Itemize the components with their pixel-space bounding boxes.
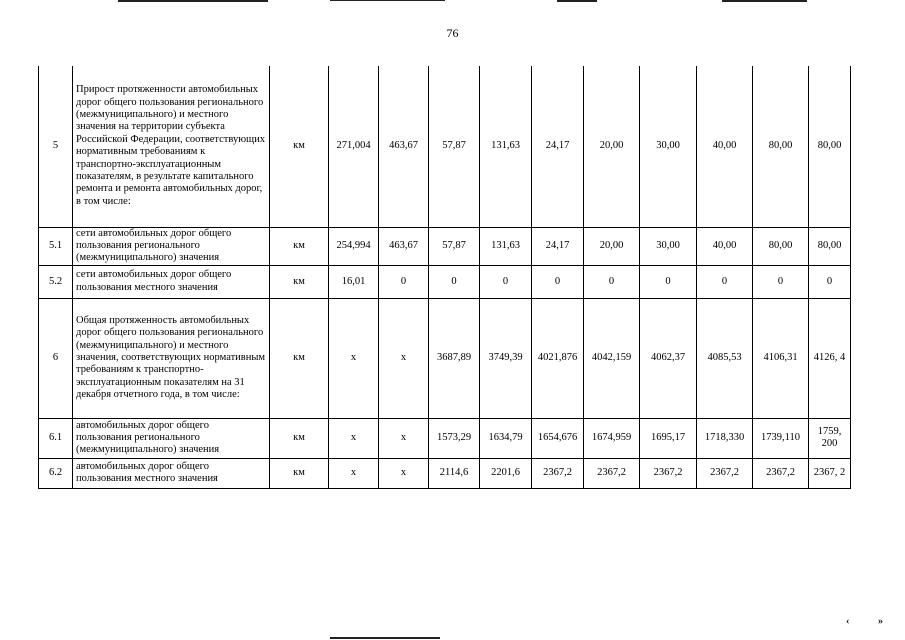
value-cell: 1759, 200 (809, 418, 851, 458)
value-cell: 1718,330 (697, 418, 753, 458)
value-cell: 1739,110 (753, 418, 809, 458)
value-cell: 16,01 (329, 265, 379, 298)
table-row (39, 298, 851, 418)
value-cell: 254,994 (329, 227, 379, 265)
scan-artifact-line (722, 0, 807, 2)
value-cell: 2367,2 (640, 458, 697, 488)
value-cell: 80,00 (753, 227, 809, 265)
row-number-cell: 6.2 (39, 458, 73, 488)
value-cell: 463,67 (379, 227, 429, 265)
value-cell: 2201,6 (480, 458, 532, 488)
table-row (39, 227, 851, 265)
value-cell: 80,00 (809, 227, 851, 265)
value-cell: 2367,2 (532, 458, 584, 488)
scan-artifact-line (330, 0, 445, 1)
value-cell: 4062,37 (640, 298, 697, 418)
value-cell: 2114,6 (429, 458, 480, 488)
value-cell: 57,87 (429, 66, 480, 227)
value-cell: 2367,2 (753, 458, 809, 488)
indicator-description-cell: Прирост протяженности автомобильных дорог общего пользования регионального (межмуниципального) и местного значения на территории субъекта Российской Федерации, соответствующих нормативным требованиям к транспортно-эксплуатационным показателям, в результате капитального ремонта и ремонта автомобильных дорог, в том числе: (73, 66, 270, 227)
scan-artifact-line (557, 0, 597, 2)
scan-artifact-mark: » (878, 616, 883, 627)
value-cell: 0 (379, 265, 429, 298)
indicator-description-cell: Общая протяженность автомобильных дорог общего пользования регионального (межмуниципального) и местного значения, соответствующих нормативным требованиям к транспортно-эксплуатационным показателям на 31 декабря отчетного года, в том числе: (73, 298, 270, 418)
value-cell: 0 (532, 265, 584, 298)
value-cell: 30,00 (640, 66, 697, 227)
value-cell: 4085,53 (697, 298, 753, 418)
value-cell: 463,67 (379, 66, 429, 227)
unit-cell: км (270, 418, 329, 458)
value-cell: 3749,39 (480, 298, 532, 418)
value-cell: 1634,79 (480, 418, 532, 458)
row-number-cell: 6 (39, 298, 73, 418)
value-cell: 3687,89 (429, 298, 480, 418)
table-row (39, 458, 851, 488)
value-cell: 20,00 (584, 227, 640, 265)
indicator-description-cell: автомобильных дорог общего пользования местного значения (73, 458, 270, 488)
row-number-cell: 6.1 (39, 418, 73, 458)
value-cell: 0 (480, 265, 532, 298)
value-cell: x (329, 418, 379, 458)
value-cell: 80,00 (809, 66, 851, 227)
value-cell: 0 (697, 265, 753, 298)
value-cell: 80,00 (753, 66, 809, 227)
unit-cell: км (270, 66, 329, 227)
value-cell: 131,63 (480, 66, 532, 227)
indicator-description-cell: сети автомобильных дорог общего пользования регионального (межмуниципального) значения (73, 227, 270, 265)
value-cell: 30,00 (640, 227, 697, 265)
scan-artifact-line (330, 637, 440, 639)
value-cell: 1695,17 (640, 418, 697, 458)
value-cell: 2367, 2 (809, 458, 851, 488)
indicator-description-cell: автомобильных дорог общего пользования регионального (межмуниципального) значения (73, 418, 270, 458)
value-cell: 131,63 (480, 227, 532, 265)
value-cell: 20,00 (584, 66, 640, 227)
table-row (39, 265, 851, 298)
unit-cell: км (270, 298, 329, 418)
value-cell: 4126, 4 (809, 298, 851, 418)
value-cell: x (379, 418, 429, 458)
value-cell: x (379, 458, 429, 488)
indicator-description-cell: сети автомобильных дорог общего пользования местного значения (73, 265, 270, 298)
value-cell: 1674,959 (584, 418, 640, 458)
value-cell: 1573,29 (429, 418, 480, 458)
value-cell: 0 (584, 265, 640, 298)
unit-cell: км (270, 458, 329, 488)
value-cell: 1654,676 (532, 418, 584, 458)
value-cell: 24,17 (532, 227, 584, 265)
scan-artifact-mark: ‹ (846, 616, 850, 627)
value-cell: 271,004 (329, 66, 379, 227)
table-row (39, 418, 851, 458)
data-table (38, 66, 851, 489)
value-cell: 2367,2 (697, 458, 753, 488)
value-cell: 2367,2 (584, 458, 640, 488)
value-cell: x (329, 298, 379, 418)
row-number-cell: 5.1 (39, 227, 73, 265)
value-cell: 0 (809, 265, 851, 298)
value-cell: x (379, 298, 429, 418)
unit-cell: км (270, 227, 329, 265)
unit-cell: км (270, 265, 329, 298)
value-cell: 4021,876 (532, 298, 584, 418)
scan-artifact-line (118, 0, 268, 2)
value-cell: 57,87 (429, 227, 480, 265)
value-cell: 40,00 (697, 66, 753, 227)
value-cell: 0 (753, 265, 809, 298)
value-cell: 0 (640, 265, 697, 298)
value-cell: 0 (429, 265, 480, 298)
row-number-cell: 5 (39, 66, 73, 227)
value-cell: 24,17 (532, 66, 584, 227)
value-cell: 4106,31 (753, 298, 809, 418)
value-cell: x (329, 458, 379, 488)
page-number: 76 (446, 26, 459, 40)
table-row (39, 66, 851, 227)
value-cell: 4042,159 (584, 298, 640, 418)
value-cell: 40,00 (697, 227, 753, 265)
row-number-cell: 5.2 (39, 265, 73, 298)
